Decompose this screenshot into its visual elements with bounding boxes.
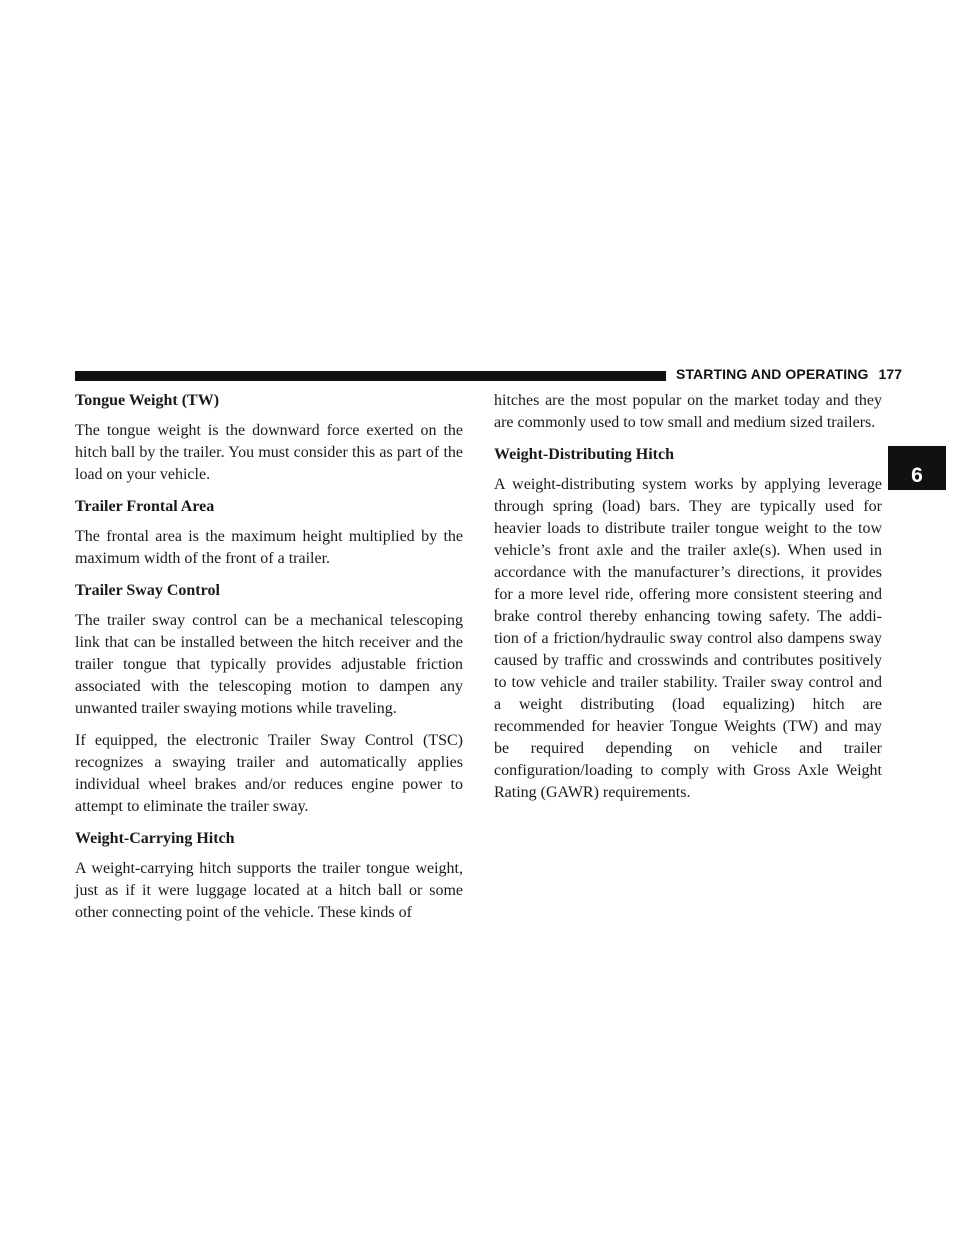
right-column (494, 390, 882, 814)
header-rule (75, 371, 666, 381)
paragraph-weight-carrying-continued: hitches are the most popular on the market today and they are commonly used to tow small and medium sized trailers. (494, 392, 882, 431)
heading-tongue-weight: Tongue Weight (TW) (75, 392, 220, 409)
paragraph-weight-distributing-hitch: A weight-distributing system works by applying leverage through spring (load) bars. They are typically used for heavier loads to distribute trailer tongue weight to the tow vehicle’s front axle and the trailer axle(s). When used in accordance with the manufacturer’s directions, it provides for a more level ride, offering more consistent steering and brake control thereby enhancing towing safety. The addi-tion of a friction/hydraulic sway control also dampens sway caused by traffic and crosswinds and contributes positively to tow vehicle and trailer stability. Trailer sway control and a weight distributing (load equalizing) hitch are recommended for heavier Tongue Weights (TW) and may be required depending on vehicle and trailer configuration/loading to comply with Gross Axle Weight Rating (GAWR) requirements. (494, 476, 882, 801)
section-title: STARTING AND OPERATING (676, 366, 869, 382)
heading-trailer-sway-control: Trailer Sway Control (75, 582, 220, 599)
heading-weight-distributing-hitch: Weight-Distributing Hitch (494, 446, 675, 463)
paragraph-sway-control-mechanical: The trailer sway control can be a mechanical telescoping link that can be installed between the hitch receiver and the trailer tongue that typically provides adjustable friction associated with the telescoping motion to dampen any unwanted trailer swaying motions while traveling. (75, 612, 463, 717)
paragraph-trailer-frontal-area: The frontal area is the maximum height multiplied by the maximum width of the front of a trailer. (75, 528, 463, 567)
page-number: 177 (878, 366, 903, 382)
paragraph-tongue-weight: The tongue weight is the downward force exerted on the hitch ball by the trailer. You must consider this as part of the load on your vehicle. (75, 422, 463, 483)
chapter-tab: 6 (888, 446, 946, 490)
heading-trailer-frontal-area: Trailer Frontal Area (75, 498, 215, 515)
paragraph-weight-carrying-hitch: A weight-carrying hitch supports the trailer tongue weight, just as if it were luggage located at a hitch ball or some other connecting point of the vehicle. These kinds of (75, 860, 463, 921)
left-column (75, 390, 463, 934)
running-header (676, 366, 902, 382)
heading-weight-carrying-hitch: Weight-Carrying Hitch (75, 830, 235, 847)
paragraph-sway-control-electronic: If equipped, the electronic Trailer Sway Control (TSC) recognizes a swaying trailer and automatically applies individual wheel brakes and/or reduces engine power to attempt to eliminate the trailer sway. (75, 732, 463, 815)
